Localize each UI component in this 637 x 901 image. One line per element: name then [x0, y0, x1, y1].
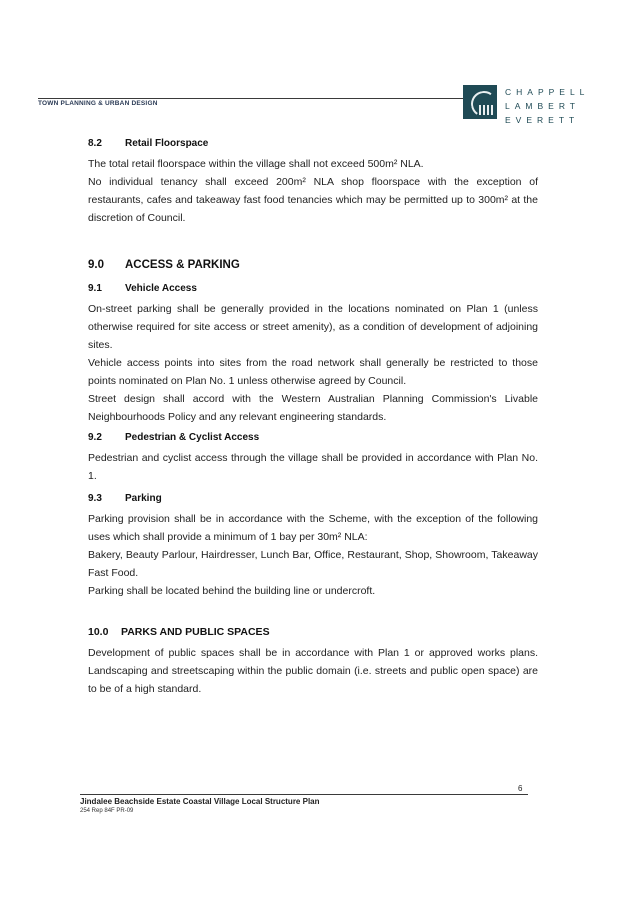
company-logo-icon [463, 85, 497, 119]
section-title: ACCESS & PARKING [125, 259, 240, 271]
section-number: 9.0 [88, 259, 104, 271]
paragraph: Development of public spaces shall be in accordance with Plan 1 or approved works plans. Landscaping and streetscaping within the public domain (i.e. streets and public open space) are to be of a high standard. [88, 647, 538, 695]
paragraph: Bakery, Beauty Parlour, Hairdresser, Lunch Bar, Office, Restaurant, Shop, Showroom, Takeaway Fast Food. [88, 549, 538, 579]
section-title: Parking [125, 493, 162, 504]
footer-rule [80, 794, 528, 795]
section-heading [88, 626, 538, 638]
paragraph: Street design shall accord with the Western Australian Planning Commission's Livable Neighbourhoods Policy and any relevant engineering standards. [88, 393, 538, 423]
paragraph: Vehicle access points into sites from the road network shall generally be restricted to those points nominated on Plan No. 1 unless otherwise agreed by Council. [88, 357, 538, 387]
company-name-line: CHAPPELL [505, 87, 590, 97]
section-title: Vehicle Access [125, 283, 197, 294]
paragraph: Pedestrian and cyclist access through the village shall be provided in accordance with Plan No. 1. [88, 452, 538, 482]
section-title: Pedestrian & Cyclist Access [125, 432, 260, 443]
company-name-line: EVERETT [505, 115, 580, 125]
paragraph: On-street parking shall be generally provided in the locations nominated on Plan 1 (unless otherwise required for site access or street amenity), as a condition of development of adjoining sites. [88, 303, 538, 351]
section-number: 9.3 [88, 493, 102, 504]
section-heading [88, 493, 538, 504]
header-label: TOWN PLANNING & URBAN DESIGN [38, 100, 158, 107]
section-heading [88, 283, 538, 294]
section-heading [88, 432, 538, 443]
section-title: Retail Floorspace [125, 138, 209, 149]
company-name-line: LAMBERT [505, 101, 580, 111]
paragraph: The total retail floorspace within the village shall not exceed 500m² NLA. [88, 158, 424, 170]
section-heading [88, 138, 538, 149]
footer-reference: 254 Rep 84F PR-09 [80, 808, 134, 814]
document-body [88, 138, 538, 698]
paragraph: Parking provision shall be in accordance with the Scheme, with the exception of the following uses which shall provide a minimum of 1 bay per 30m² NLA: [88, 513, 538, 543]
section-number: 8.2 [88, 138, 102, 149]
section-heading [88, 259, 538, 271]
page-number: 6 [518, 784, 523, 793]
section-number: 9.2 [88, 432, 102, 443]
paragraph: Parking shall be located behind the building line or undercroft. [88, 585, 376, 597]
section-number: 10.0 [88, 626, 109, 638]
company-name [505, 85, 589, 127]
header-rule [38, 98, 470, 99]
paragraph: No individual tenancy shall exceed 200m² NLA shop floorspace with the exception of restaurants, cafes and takeaway fast food tenancies which may be permitted up to 300m² at the discretion of Council. [88, 176, 538, 224]
footer-title: Jindalee Beachside Estate Coastal Village Local Structure Plan [80, 797, 320, 806]
section-title: PARKS AND PUBLIC SPACES [121, 626, 270, 638]
section-number: 9.1 [88, 283, 102, 294]
